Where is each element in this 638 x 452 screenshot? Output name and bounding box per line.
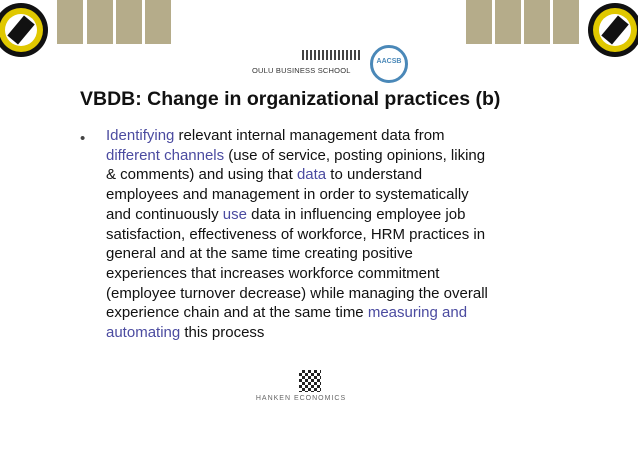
bullet-marker: • xyxy=(80,130,86,147)
text-segment: experience chain and at the same time xyxy=(106,304,368,322)
highlighted-term: automating xyxy=(106,324,181,342)
oulu-logo-icon xyxy=(302,50,362,60)
band-square xyxy=(116,0,142,44)
aacsb-badge-icon xyxy=(370,45,408,83)
paragraph-line xyxy=(106,146,576,166)
paragraph-line xyxy=(106,205,576,225)
band-square xyxy=(524,0,550,44)
highlighted-term: use xyxy=(222,205,247,223)
band-square xyxy=(145,0,171,44)
text-segment: (use of service, posting opinions, liking xyxy=(224,146,486,164)
highlighted-term: different channels xyxy=(106,146,225,164)
highlighted-term: measuring and xyxy=(367,304,468,322)
paragraph-line xyxy=(106,244,576,264)
paragraph-line xyxy=(106,185,576,205)
band-square xyxy=(466,0,492,44)
text-segment: & comments) and using that xyxy=(106,166,297,184)
band-square xyxy=(87,0,113,44)
text-segment: (employee turnover decrease) while managing the overall xyxy=(106,284,488,302)
school-name: OULU BUSINESS SCHOOL xyxy=(252,66,351,75)
paragraph-line xyxy=(106,323,576,343)
bullet-paragraph xyxy=(106,126,576,343)
aacsb-label: AACSB xyxy=(376,58,402,65)
header-logos xyxy=(252,48,422,80)
text-segment: to understand xyxy=(326,166,423,184)
footer-logo-text: HANKEN ECONOMICS xyxy=(255,395,347,402)
text-segment: experiences that increases workforce commitment xyxy=(106,264,440,282)
paragraph-line xyxy=(106,303,576,323)
qr-code-icon xyxy=(299,370,321,392)
text-segment: relevant internal management data from xyxy=(174,127,445,144)
highlighted-term: data xyxy=(296,166,327,184)
text-segment: data in influencing employee job xyxy=(246,205,466,223)
paragraph-line xyxy=(106,225,576,245)
text-segment: and continuously xyxy=(106,205,223,223)
band-square xyxy=(57,0,83,44)
band-square xyxy=(495,0,521,44)
text-segment: satisfaction, effectiveness of workforce, HRM practices in xyxy=(106,225,486,243)
seal-right-icon xyxy=(588,3,638,57)
text-segment: employees and management in order to systematically xyxy=(106,186,469,204)
paragraph-line xyxy=(106,165,576,185)
footer-logo xyxy=(255,370,347,410)
slide-title: VBDB: Change in organizational practices (b) xyxy=(80,88,501,110)
text-segment: general and at the same time creating positive xyxy=(106,245,413,263)
seal-left-icon xyxy=(0,3,48,57)
paragraph-line xyxy=(106,126,576,146)
highlighted-term: Identifying xyxy=(106,127,175,144)
band-square xyxy=(553,0,579,44)
paragraph-line xyxy=(106,264,576,284)
text-segment: this process xyxy=(180,324,265,342)
paragraph-line xyxy=(106,284,576,304)
